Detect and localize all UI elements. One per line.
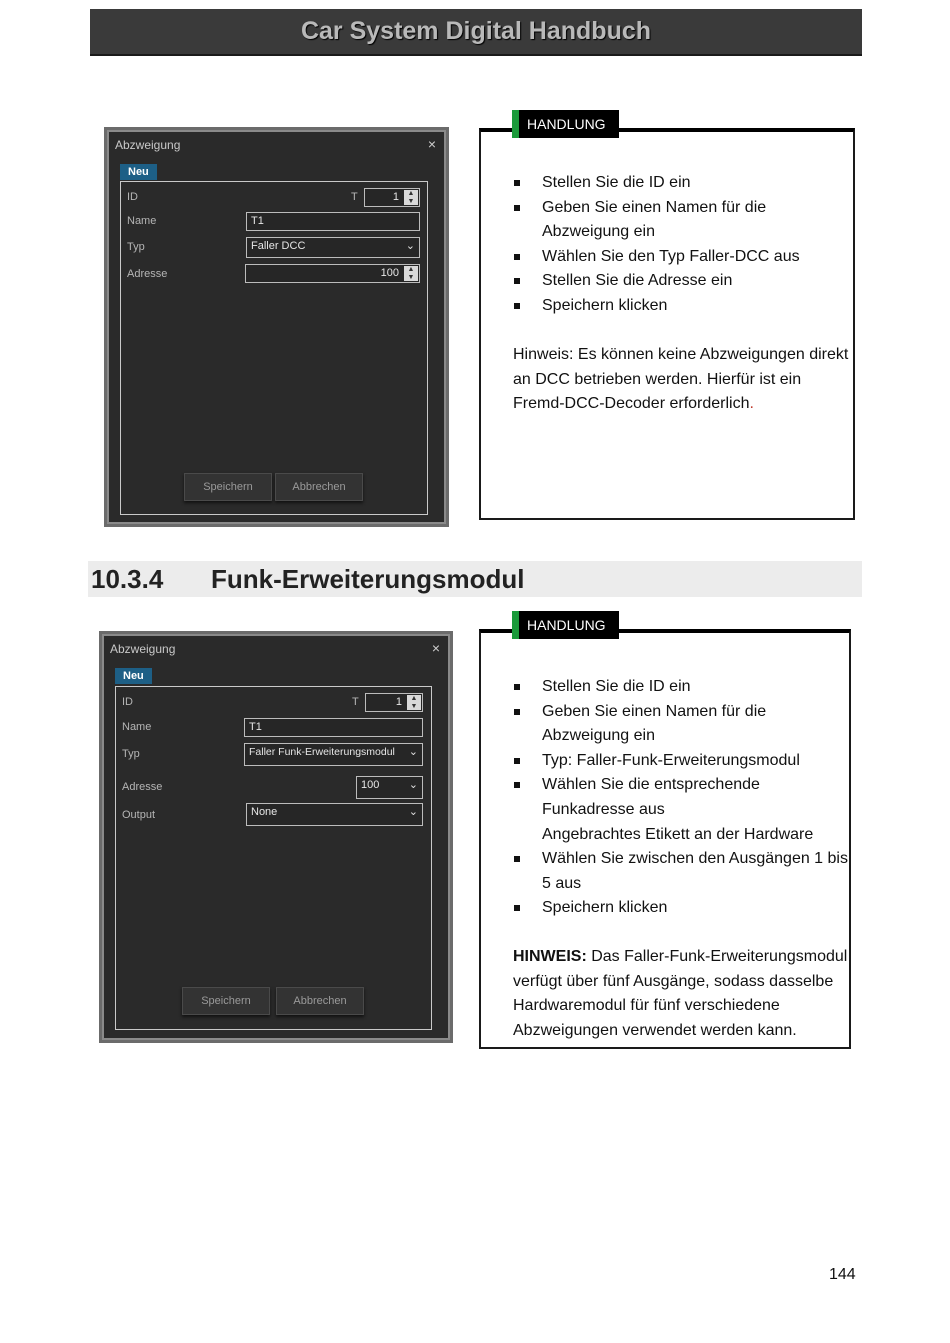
list-item: Wählen Sie zwischen den Ausgängen 1 bis bbox=[513, 847, 849, 872]
name-label: Name bbox=[127, 215, 157, 227]
name-input[interactable]: T1 bbox=[244, 718, 423, 737]
section-heading bbox=[88, 561, 862, 597]
output-select[interactable] bbox=[246, 803, 423, 826]
page-header-title: Car System Digital Handbuch bbox=[300, 17, 652, 45]
hinweis-note-1 bbox=[513, 343, 855, 417]
typ-label: Typ bbox=[127, 241, 145, 253]
adresse-select[interactable] bbox=[356, 776, 423, 799]
note-line: Fremd-DCC-Decoder erforderlich. bbox=[513, 395, 754, 413]
list-item: Speichern klicken bbox=[513, 294, 853, 319]
list-item: Typ: Faller-Funk-Erweiterungsmodul bbox=[513, 749, 849, 774]
t-label: T bbox=[351, 191, 358, 203]
typ-value: Faller Funk-Erweiterungsmodul bbox=[249, 746, 395, 758]
chevron-down-icon[interactable]: ⌄ bbox=[408, 779, 418, 791]
output-value: None bbox=[251, 806, 278, 818]
dialog-title: Abzweigung bbox=[115, 138, 181, 152]
cancel-button[interactable]: Abbrechen bbox=[276, 987, 364, 1015]
list-item: Funkadresse aus bbox=[542, 800, 665, 818]
steps-list-2 bbox=[513, 675, 849, 921]
dialog-panel bbox=[115, 686, 432, 1030]
note-line: verfügt über fünf Ausgänge, sodass dasselbe bbox=[513, 972, 834, 990]
handlung-box-1 bbox=[479, 128, 855, 520]
spinner-arrows-icon[interactable]: ▲ ▼ bbox=[404, 266, 418, 281]
note-line: Hardwaremodul für fünf verschiedene bbox=[513, 997, 780, 1015]
name-input[interactable]: T1 bbox=[246, 212, 420, 231]
list-item: Abzweigung ein bbox=[542, 223, 655, 241]
name-label: Name bbox=[122, 721, 152, 733]
cancel-button[interactable]: Abbrechen bbox=[275, 473, 363, 501]
section-title: Funk-Erweiterungsmodul bbox=[211, 564, 525, 594]
note-line: Abzweigungen verwendet werden kann. bbox=[513, 1021, 797, 1039]
list-item: Stellen Sie die ID ein bbox=[513, 675, 849, 700]
chevron-down-icon[interactable]: ⌄ bbox=[408, 806, 418, 818]
dialog-panel bbox=[120, 181, 428, 515]
hinweis-note-2 bbox=[513, 945, 849, 1043]
note-line: HINWEIS: Das Faller-Funk-Erweiterungsmodul bbox=[513, 948, 848, 965]
id-stepper[interactable] bbox=[365, 693, 423, 712]
chevron-down-icon[interactable]: ⌄ bbox=[408, 746, 418, 758]
list-item: Angebrachtes Etikett an der Hardware bbox=[542, 825, 814, 843]
handlung-box-2 bbox=[479, 629, 851, 1049]
handlung-tag-1: HANDLUNG bbox=[512, 110, 619, 138]
dialog-screenshot-funk-modul bbox=[102, 634, 450, 1040]
tab-neu[interactable]: Neu bbox=[120, 164, 157, 180]
dialog-title: Abzweigung bbox=[110, 642, 176, 656]
id-value: 1 bbox=[395, 696, 402, 708]
list-item: Geben Sie einen Namen für die bbox=[513, 700, 849, 725]
typ-label: Typ bbox=[122, 748, 140, 760]
spinner-arrows-icon[interactable]: ▲ ▼ bbox=[407, 695, 421, 710]
spinner-arrows-icon[interactable]: ▲ ▼ bbox=[404, 190, 418, 205]
id-label: ID bbox=[122, 696, 133, 708]
list-item: Stellen Sie die ID ein bbox=[513, 171, 853, 196]
adresse-stepper[interactable] bbox=[245, 264, 420, 283]
list-item: Stellen Sie die Adresse ein bbox=[513, 269, 853, 294]
typ-select[interactable] bbox=[246, 237, 420, 258]
list-item: Abzweigung ein bbox=[542, 727, 655, 745]
page-number: 144 bbox=[829, 1266, 856, 1283]
list-item: Wählen Sie den Typ Faller-DCC aus bbox=[513, 245, 853, 270]
close-icon[interactable]: × bbox=[427, 136, 436, 152]
typ-select[interactable] bbox=[244, 743, 423, 766]
adresse-value: 100 bbox=[361, 779, 380, 791]
typ-value: Faller DCC bbox=[251, 240, 306, 252]
note-line: Hinweis: Es können keine Abzweigungen direkt bbox=[513, 346, 849, 363]
note-line: an DCC betrieben werden. Hierfür ist ein bbox=[513, 370, 802, 388]
adresse-label: Adresse bbox=[122, 781, 163, 793]
chevron-down-icon[interactable]: ⌄ bbox=[405, 240, 415, 252]
save-button[interactable]: Speichern bbox=[184, 473, 272, 501]
adresse-label: Adresse bbox=[127, 268, 168, 280]
steps-list-1 bbox=[513, 171, 853, 319]
close-icon[interactable]: × bbox=[431, 640, 440, 656]
section-number: 10.3.4 bbox=[91, 564, 164, 594]
id-value: 1 bbox=[392, 191, 399, 203]
list-item: Speichern klicken bbox=[513, 896, 849, 921]
page-header bbox=[90, 9, 862, 56]
dialog-screenshot-faller-dcc bbox=[107, 130, 446, 524]
save-button[interactable]: Speichern bbox=[182, 987, 270, 1015]
t-label: T bbox=[352, 696, 359, 708]
list-item: Geben Sie einen Namen für die bbox=[513, 196, 853, 221]
list-item: Wählen Sie die entsprechende bbox=[513, 773, 849, 798]
id-stepper[interactable] bbox=[364, 188, 420, 207]
output-label: Output bbox=[122, 809, 156, 821]
list-item: 5 aus bbox=[542, 874, 582, 892]
adresse-value: 100 bbox=[380, 267, 399, 279]
id-label: ID bbox=[127, 191, 138, 203]
handlung-tag-2: HANDLUNG bbox=[512, 611, 619, 639]
tab-neu[interactable]: Neu bbox=[115, 668, 152, 684]
